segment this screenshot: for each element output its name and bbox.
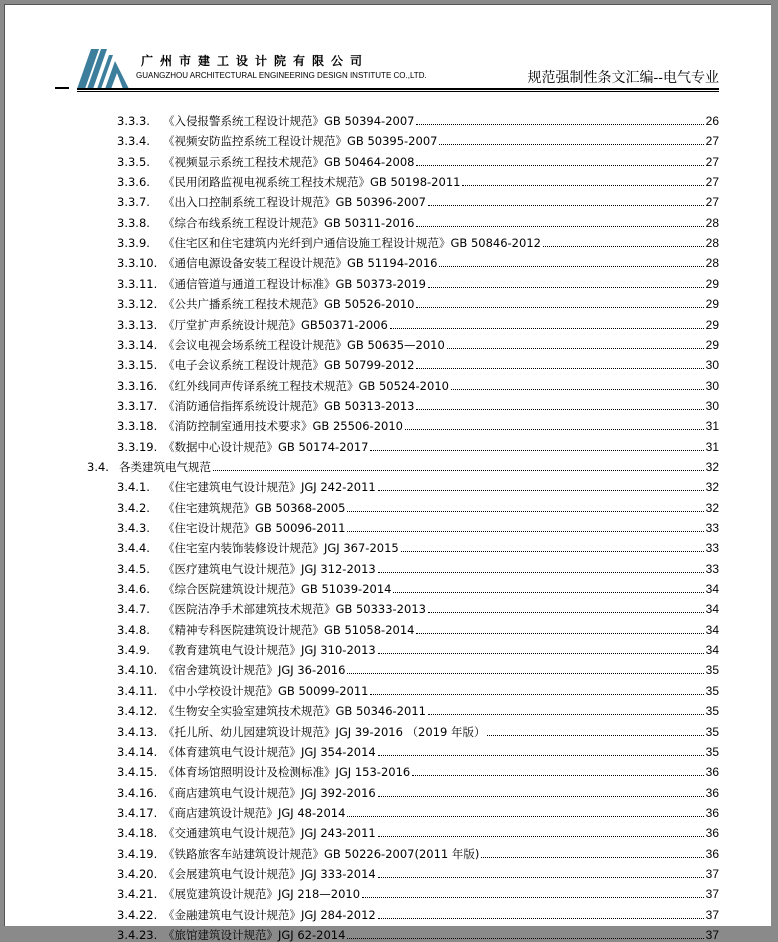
toc-entry[interactable] [117,250,719,270]
toc-entry-page: 28 [705,236,719,251]
toc-entry[interactable] [87,454,719,474]
toc-entry-title: 《住宅室内装饰装修设计规范》JGJ 367-2015 [163,541,399,556]
toc-leader-dots [347,510,703,512]
toc-entry[interactable] [117,739,719,759]
toc-entry[interactable] [117,698,719,718]
toc-entry-page: 36 [705,826,719,841]
toc-entry-page: 35 [705,663,719,678]
toc-leader-dots [370,693,703,695]
page-header [5,5,771,95]
toc-entry[interactable] [117,128,719,148]
toc-leader-dots [416,164,703,166]
toc-entry-number: 3.3.10. [117,256,158,271]
toc-entry-title: 《会议电视会场系统工程设计规范》GB 50635—2010 [163,337,445,352]
toc-entry-title: 《视频显示系统工程技术规范》GB 50464-2008 [163,154,415,169]
toc-entry[interactable] [117,515,719,535]
toc-entry[interactable] [117,637,719,657]
toc-entry-number: 3.4.22. [117,907,158,922]
toc-entry-number: 3.4.7. [117,602,150,617]
toc-entry-number: 3.3.13. [117,317,158,332]
toc-entry-title: 《托儿所、幼儿园建筑设计规范》JGJ 39-2016 （2019 年版） [163,724,486,739]
toc-entry-number: 3.4.13. [117,724,158,739]
toc-entry-title: 《消防控制室通用技术要求》GB 25506-2010 [163,419,403,434]
toc-entry-page: 32 [705,480,719,495]
toc-entry-title: 《教育建筑电气设计规范》JGJ 310-2013 [163,643,376,658]
toc-leader-dots [401,550,704,552]
toc-entry[interactable] [117,189,719,209]
toc-entry-title: 《公共广播系统工程技术规范》GB 50526-2010 [163,297,415,312]
toc-entry-page: 36 [705,805,719,820]
toc-entry-title: 《交通建筑电气设计规范》JGJ 243-2011 [163,826,376,841]
toc-entry-number: 3.4.2. [117,500,150,515]
toc-entry-number: 3.3.16. [117,378,158,393]
toc-entry-number: 3.4.1. [117,480,150,495]
toc-entry-page: 36 [705,785,719,800]
toc-entry-page: 31 [705,419,719,434]
toc-entry-number: 3.3.12. [117,297,158,312]
toc-leader-dots [378,917,704,919]
toc-entry-page: 34 [705,643,719,658]
toc-leader-dots [347,672,703,674]
toc-entry-title: 《中小学校设计规范》GB 50099-2011 [163,683,369,698]
toc-leader-dots [213,469,704,471]
toc-entry-title: 《入侵报警系统工程设计规范》GB 50394-2007 [163,114,415,128]
toc-leader-dots [378,795,704,797]
toc-entry-title: 各类建筑电气规范 [119,459,211,474]
toc-entry-page: 27 [705,134,719,149]
toc-entry-title: 《厅堂扩声系统设计规范》GB50371-2006 [163,317,388,332]
toc-entry-page: 29 [705,297,719,312]
toc-leader-dots [378,754,704,756]
toc-entry-title: 《电子会议系统工程设计规范》GB 50799-2012 [163,358,415,373]
toc-entry-page: 28 [705,215,719,230]
toc-entry-page: 32 [705,500,719,515]
toc-entry[interactable] [117,434,719,454]
toc-entry-title: 《住宅建筑电气设计规范》JGJ 242-2011 [163,480,376,495]
toc-entry-page: 27 [705,154,719,169]
toc-entry-page: 35 [705,744,719,759]
toc-entry-page: 36 [705,765,719,780]
toc-entry-title: 《金融建筑电气设计规范》JGJ 284-2012 [163,907,376,922]
toc-leader-dots [412,774,703,776]
toc-entry-page: 29 [705,317,719,332]
toc-entry-title: 《消防通信指挥系统设计规范》GB 50313-2013 [163,398,415,413]
toc-entry[interactable] [117,352,719,372]
toc-entry-number: 3.4.21. [117,887,158,902]
toc-entry-number: 3.4.14. [117,744,158,759]
toc-leader-dots [481,856,703,858]
toc-leader-dots [416,225,703,227]
toc-entry-title: 《通信电源设备安装工程设计规范》GB 51194-2016 [163,256,438,271]
toc-entry[interactable] [117,922,719,942]
toc-entry[interactable] [117,881,719,901]
toc-entry-number: 3.3.9. [117,236,150,251]
toc-entry-page: 37 [705,887,719,902]
toc-entry-page: 35 [705,704,719,719]
header-rule [77,88,719,90]
toc-leader-dots [378,835,704,837]
toc-entry[interactable] [117,902,719,922]
toc-entry[interactable] [117,657,719,677]
toc-leader-dots [405,428,704,430]
toc-leader-dots [347,815,703,817]
toc-entry[interactable] [117,149,719,169]
toc-entry[interactable] [117,413,719,433]
toc-entry-number: 3.3.5. [117,154,150,169]
toc-entry-title: 《体育建筑电气设计规范》JGJ 354-2014 [163,744,376,759]
toc-entry-number: 3.3.11. [117,276,158,291]
toc-leader-dots [378,652,704,654]
toc-leader-dots [462,184,703,186]
toc-entry-page: 29 [705,337,719,352]
toc-entry-number: 3.4.6. [117,582,150,597]
toc-entry-number: 3.3.19. [117,439,158,454]
toc-entry-page: 37 [705,907,719,922]
toc-entry[interactable] [117,759,719,779]
toc-leader-dots [362,896,704,898]
toc-leader-dots [439,265,703,267]
toc-entry-number: 3.4.17. [117,805,158,820]
toc-entry[interactable] [117,373,719,393]
toc-entry-title: 《红外线同声传译系统工程技术规范》GB 50524-2010 [163,378,449,393]
company-logo-icon [77,49,129,89]
toc-entry-page: 31 [705,439,719,454]
toc-leader-dots [378,876,704,878]
toc-entry[interactable] [117,210,719,230]
toc-entry-title: 《住宅建筑规范》GB 50368-2005 [163,500,346,515]
company-name-cn: 广州市建工设计院有限公司 [141,54,370,68]
toc-entry-title: 《医院洁净手术部建筑技术规范》GB 50333-2013 [163,602,426,617]
toc-entry-number: 3.4.11. [117,683,158,698]
toc-entry-title: 《体育场馆照明设计及检测标准》JGJ 153-2016 [163,765,411,780]
document-title: 规范强制性条文汇编--电气专业 [527,70,719,86]
toc-entry-page: 30 [705,358,719,373]
toc-leader-dots [428,286,704,288]
toc-entry-number: 3.4.8. [117,622,150,637]
toc-entry-page: 35 [705,683,719,698]
toc-entry-title: 《商店建筑设计规范》JGJ 48-2014 [163,805,346,820]
toc-entry-title: 《综合医院建筑设计规范》GB 51039-2014 [163,582,392,597]
toc-entry-number: 3.4.12. [117,704,158,719]
toc-entry-number: 3.3.8. [117,215,150,230]
toc-entry-title: 《住宅设计规范》GB 50096-2011 [163,521,346,535]
toc-entry-page: 26 [705,114,719,128]
toc-entry[interactable] [117,312,719,332]
toc-entry[interactable] [117,332,719,352]
toc-entry-page: 28 [705,256,719,271]
toc-entry-page: 29 [705,276,719,291]
toc-entry-title: 《精神专科医院建筑设计规范》GB 51058-2014 [163,622,415,637]
toc-entry-title: 《民用闭路监视电视系统工程技术规范》GB 50198-2011 [163,175,461,190]
toc-entry-number: 3.4.3. [117,521,150,535]
toc-entry[interactable] [117,800,719,820]
toc-entry-page: 30 [705,398,719,413]
toc-entry-page: 30 [705,378,719,393]
toc-entry[interactable] [117,841,719,861]
toc-entry-page: 34 [705,582,719,597]
toc-entry[interactable] [117,596,719,616]
toc-leader-dots [439,143,703,145]
toc-leader-dots [416,367,703,369]
toc-leader-dots [378,571,704,573]
toc-entry-page: 34 [705,602,719,617]
toc-entry-page: 27 [705,195,719,210]
margin-mark [55,87,69,89]
toc-entry-title: 《通信管道与通道工程设计标准》GB 50373-2019 [163,276,426,291]
toc-leader-dots [347,530,703,532]
toc-entry[interactable] [117,780,719,800]
toc-leader-dots [416,123,703,125]
toc-leader-dots [370,449,703,451]
toc-entry-page: 33 [705,521,719,535]
toc-entry-title: 《数据中心设计规范》GB 50174-2017 [163,439,369,454]
toc-leader-dots [390,327,704,329]
toc-leader-dots [543,245,704,247]
toc-entry[interactable] [117,474,719,494]
toc-leader-dots [378,489,704,491]
toc-entry-title: 《生物安全实验室建筑技术规范》GB 50346-2011 [163,704,426,719]
toc-entry[interactable] [117,393,719,413]
toc-leader-dots [447,347,704,349]
toc-entry-title: 《展览建筑设计规范》JGJ 218—2010 [163,887,361,902]
toc-entry-number: 3.4. [87,459,109,474]
toc-entry-page: 35 [705,724,719,739]
toc-entry-title: 《住宅区和住宅建筑内光纤到户通信设施工程设计规范》GB 50846-2012 [163,236,541,251]
toc-entry-number: 3.4.15. [117,765,158,780]
toc-leader-dots [393,591,703,593]
toc-entry-number: 3.4.16. [117,785,158,800]
document-page [4,4,771,942]
toc-leader-dots [416,632,703,634]
toc-entry-number: 3.4.10. [117,663,158,678]
toc-entry-title: 《商店建筑电气设计规范》JGJ 392-2016 [163,785,376,800]
toc-entry-number: 3.4.18. [117,826,158,841]
toc-entry[interactable] [117,169,719,189]
toc-entry-page: 37 [705,928,719,942]
toc-entry[interactable] [117,271,719,291]
toc-leader-dots [451,388,704,390]
toc-entry-number: 3.3.18. [117,419,158,434]
toc-leader-dots [428,611,704,613]
toc-entry[interactable] [117,535,719,555]
toc-entry[interactable] [117,617,719,637]
toc-entry[interactable] [117,576,719,596]
toc-entry[interactable] [117,556,719,576]
toc-entry[interactable] [117,108,719,128]
toc-leader-dots [347,937,703,939]
toc-entry-number: 3.3.7. [117,195,150,210]
toc-entry-page: 27 [705,175,719,190]
toc-entry-title: 《视频安防监控系统工程设计规范》GB 50395-2007 [163,134,438,149]
toc-entry-title: 《宿舍建筑设计规范》JGJ 36-2016 [163,663,346,678]
toc-entry-page: 34 [705,622,719,637]
toc-entry-title: 《出入口控制系统工程设计规范》GB 50396-2007 [163,195,426,210]
toc-entry-number: 3.4.5. [117,561,150,576]
toc-entry-number: 3.3.3. [117,114,150,128]
toc-entry[interactable] [117,820,719,840]
toc-leader-dots [487,734,703,736]
toc-leader-dots [416,306,703,308]
toc-entry-number: 3.4.23. [117,928,158,942]
toc-leader-dots [428,204,704,206]
toc-entry-page: 37 [705,866,719,881]
toc-entry-title: 《铁路旅客车站建筑设计规范》GB 50226-2007(2011 年版) [163,846,480,861]
toc-entry-number: 3.3.14. [117,337,158,352]
toc-entry[interactable] [117,719,719,739]
toc-entry-number: 3.4.19. [117,846,158,861]
toc-entry-page: 33 [705,561,719,576]
toc-entry-page: 36 [705,846,719,861]
toc-entry-number: 3.4.4. [117,541,150,556]
toc-entry-title: 《综合布线系统工程设计规范》GB 50311-2016 [163,215,415,230]
toc-entry-title: 《会展建筑电气设计规范》JGJ 333-2014 [163,866,376,881]
toc-entry[interactable] [117,291,719,311]
toc-entry[interactable] [117,861,719,881]
toc-entry[interactable] [117,230,719,250]
toc-entry-number: 3.3.17. [117,398,158,413]
toc-entry-number: 3.3.15. [117,358,158,373]
toc-entry[interactable] [117,495,719,515]
toc-entry-number: 3.4.9. [117,643,150,658]
toc-leader-dots [416,408,703,410]
toc-entry-page: 32 [705,459,719,474]
header-rule-thin [77,91,719,92]
toc-entry-number: 3.3.4. [117,134,150,149]
toc-leader-dots [428,713,704,715]
company-name-en: GUANGZHOU ARCHITECTURAL ENGINEERING DESIGN INSTITUTE CO.,LTD. [136,71,427,80]
toc-entry-page: 33 [705,541,719,556]
toc-entry-number: 3.3.6. [117,175,150,190]
toc-entry-title: 《医疗建筑电气设计规范》JGJ 312-2013 [163,561,376,576]
toc-entry-number: 3.4.20. [117,866,158,881]
toc-entry-title: 《旅馆建筑设计规范》JGJ 62-2014 [163,928,346,942]
toc-entry[interactable] [117,678,719,698]
